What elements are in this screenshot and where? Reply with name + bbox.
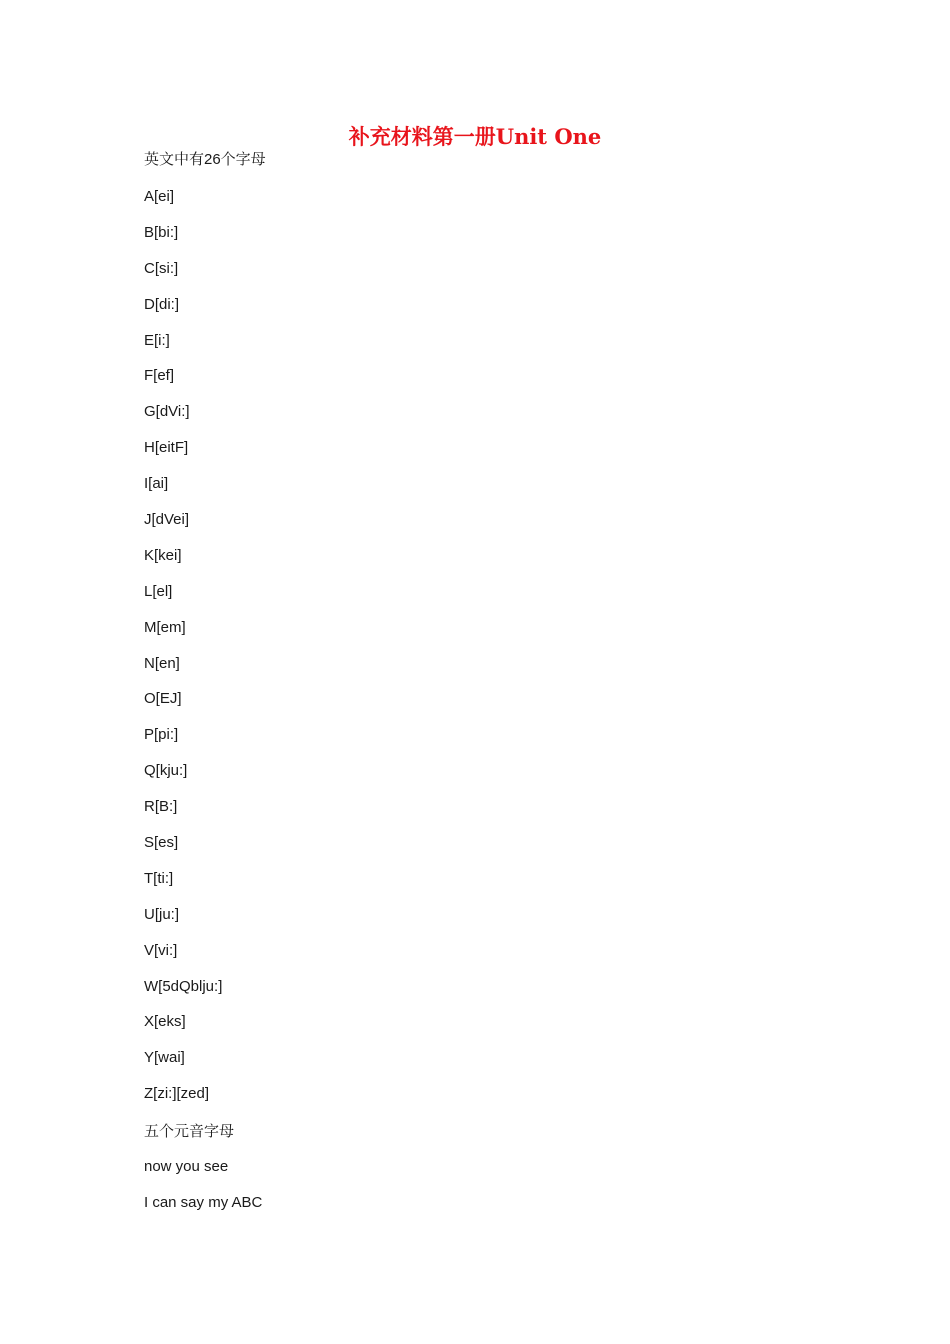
letter-item: Y[wai] [144,1049,185,1067]
letter-item: U[ju:] [144,905,180,923]
letter-list [144,187,222,1120]
letter-item: A[ei] [144,188,175,205]
letter-item: E[i:] [144,331,170,349]
letter-item: Z[zi:][zed] [144,1085,210,1103]
vowels-heading: 五个元音字母 [144,1123,235,1140]
letter-item: W[5dQblju:] [144,977,223,995]
letter-item: Q[kju:] [144,762,188,780]
document-title: 补充材料第一册Unit One [348,124,602,149]
letter-item: F[ef] [144,367,175,385]
letter-item: J[dVei] [144,511,190,529]
intro-text: 英文中有26个字母 [144,151,266,168]
letter-item: G[dVi:] [144,403,190,421]
letter-item: B[bi:] [144,223,179,241]
letter-item: K[kei] [144,546,182,564]
letter-item: O[EJ] [144,690,182,708]
text-line: now you see [144,1158,229,1175]
text-line: I can say my ABC [144,1194,263,1211]
letter-item: X[eks] [144,1013,186,1031]
letter-item: R[B:] [144,798,178,816]
letter-item: P[pi:] [144,726,179,744]
letter-item: V[vi:] [144,941,178,959]
letter-item: C[si:] [144,259,179,277]
letter-item: I[ai] [144,475,169,493]
letter-item: L[el] [144,582,173,600]
letter-item: D[di:] [144,295,180,313]
letter-item: N[en] [144,654,180,672]
letter-item: S[es] [144,834,179,852]
letter-item: H[eitF] [144,439,189,457]
letter-item: M[em] [144,618,186,636]
letter-item: T[ti:] [144,869,174,887]
